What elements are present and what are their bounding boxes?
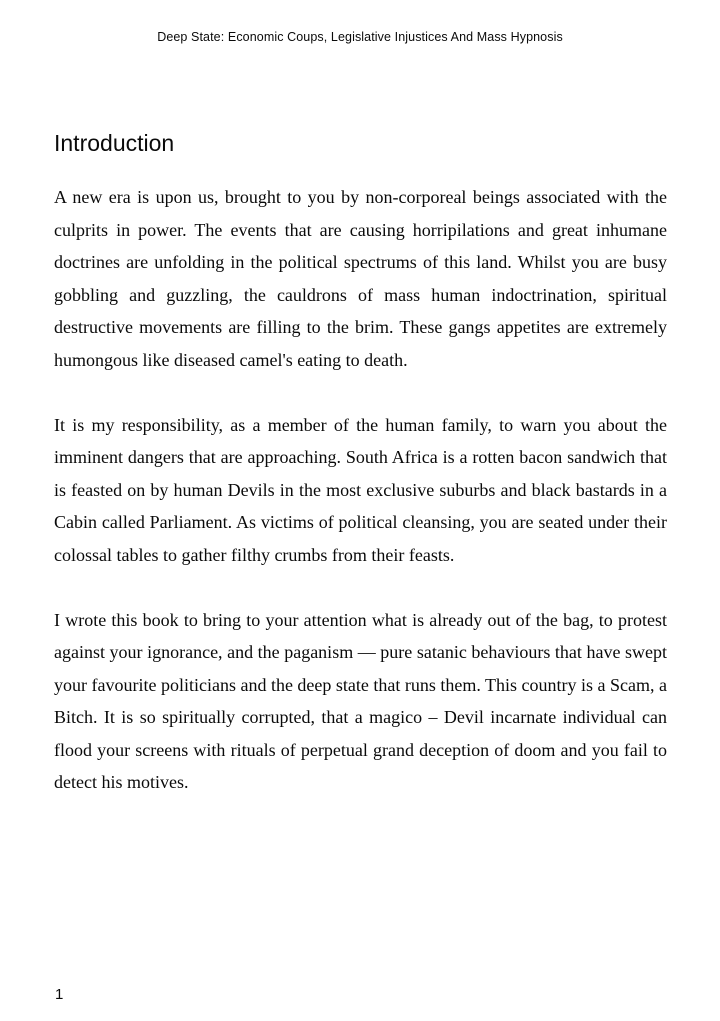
- paragraph-1: A new era is upon us, brought to you by non-corporeal beings associated with the culprits in power. The events that are causing horripilations and great inhumane doctrines are unfolding in the political spectrums of this land. Whilst you are busy gobbling and guzzling, the cauldrons of mass human indoctrination, spiritual destructive movements are filling to the brim. These gangs appetites are extremely humongous like diseased camel's eating to death.: [54, 187, 667, 370]
- paragraph-3: I wrote this book to bring to your attention what is already out of the bag, to protest against your ignorance, and the paganism — pure satanic behaviours that have swept your favourite politicians and the deep state that runs them. This country is a Scam, a Bitch. It is so spiritually corrupted, that a magico – Devil incarnate individual can flood your screens with rituals of perpetual grand deception of doom and you fail to detect his motives.: [54, 609, 668, 792]
- chapter-title: Introduction: [54, 130, 175, 156]
- running-header: Deep State: Economic Coups, Legislative Injustices And Mass Hypnosis: [157, 30, 563, 44]
- page-number: 1: [55, 986, 64, 1003]
- body-text: [54, 181, 667, 799]
- paragraph-2: It is my responsibility, as a member of the human family, to warn you about the imminent dangers that are approaching. South Africa is a rotten bacon sandwich that is feasted on by human Devils in the most exclusive suburbs and black bastards in a Cabin called Parliament. As victims of political cleansing, you are seated under their colossal tables to gather filthy crumbs from their feasts.: [54, 414, 667, 565]
